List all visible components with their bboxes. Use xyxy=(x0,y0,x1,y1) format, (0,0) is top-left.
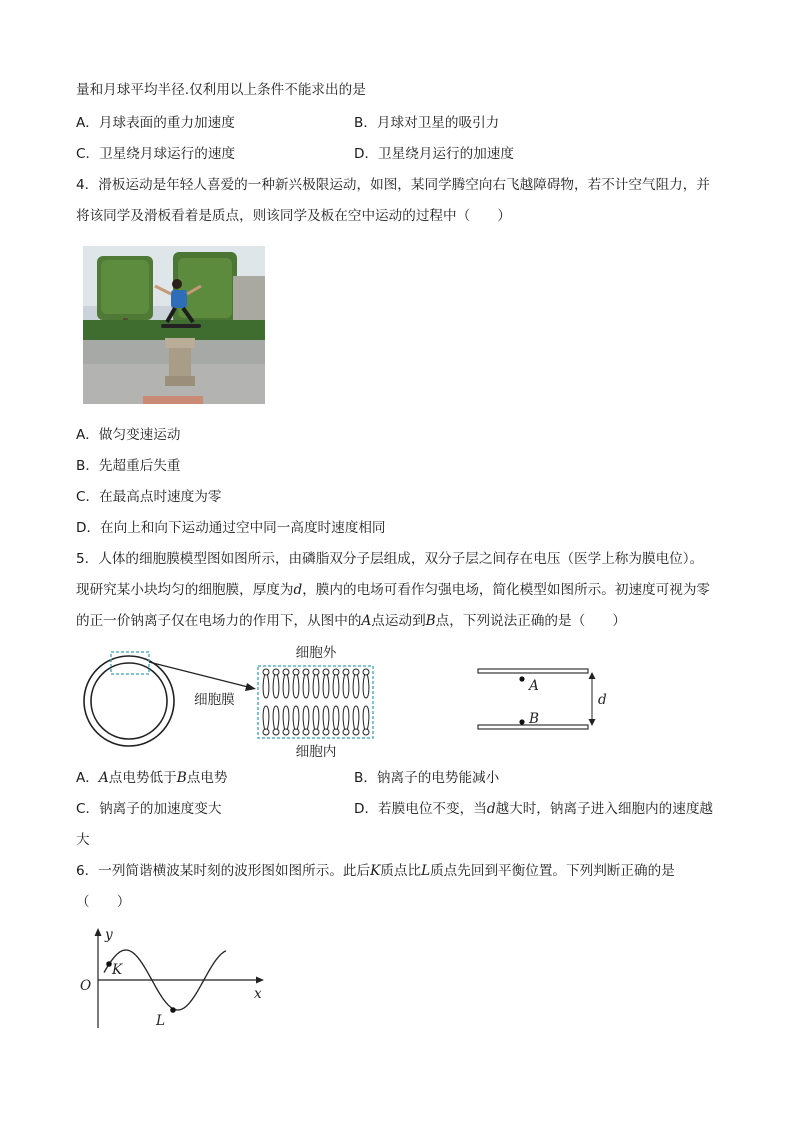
q3-option-c: C．卫星绕月球运行的速度 xyxy=(76,146,236,162)
q5-stem-line3: 的正一价钠离子仅在电场力的作用下，从图中的A点运动到B点，下列说法正确的是（ ） xyxy=(76,613,626,629)
axis-y-label: y xyxy=(105,927,113,943)
q5-option-d: D．若膜电位不变，当d越大时，钠离子进入细胞内的速度越 xyxy=(354,801,714,817)
q6-stem-line1: 6．一列简谐横波某时刻的波形图如图所示。此后K质点比L质点先回到平衡位置。下列判断正确的是 xyxy=(76,863,675,879)
thickness-d-label: d xyxy=(598,692,607,708)
q4-stem-line2: 将该同学及滑板看着是质点，则该同学及板在空中运动的过程中（ ） xyxy=(76,208,511,224)
point-b-label: B xyxy=(529,711,539,727)
inside-label: 细胞内 xyxy=(295,744,337,760)
outside-label: 细胞外 xyxy=(295,645,337,661)
q3-option-d: D．卫星绕月运行的加速度 xyxy=(354,146,514,162)
point-k-label: K xyxy=(112,962,123,978)
q4-option-d: D．在向上和向下运动通过空中同一高度时速度相同 xyxy=(76,520,386,536)
q4-stem-line1: 4．滑板运动是年轻人喜爱的一种新兴极限运动，如图，某同学腾空向右飞越障碍物，若不计空气阻力，并 xyxy=(76,177,710,193)
q5-stem-line2: 现研究某小块均匀的细胞膜，厚度为d，膜内的电场可看作匀强电场，简化模型如图所示。初速度可视为零 xyxy=(76,582,711,598)
origin-label: O xyxy=(80,978,92,994)
q5-option-c: C．钠离子的加速度变大 xyxy=(76,801,222,817)
q5-option-a: A．A点电势低于B点电势 xyxy=(76,770,228,786)
membrane-label: 细胞膜 xyxy=(194,692,235,708)
point-l-label: L xyxy=(156,1013,166,1029)
q4-option-c: C．在最高点时速度为零 xyxy=(76,489,222,505)
q5-option-d-wrap: 大 xyxy=(76,832,90,848)
q4-option-a: A．做匀变速运动 xyxy=(76,427,181,443)
q6-stem-line2: （ ） xyxy=(76,894,131,910)
q3-option-b: B．月球对卫星的吸引力 xyxy=(354,115,500,131)
q5-stem-line1: 5．人体的细胞膜模型图如图所示，由磷脂双分子层组成，双分子层之间存在电压（医学上称为膜电位）。 xyxy=(76,551,704,567)
skateboard-photo xyxy=(83,246,265,404)
wave-figure xyxy=(76,924,276,1038)
q4-option-b: B．先超重后失重 xyxy=(76,458,181,474)
q3-option-a: A．月球表面的重力加速度 xyxy=(76,115,235,131)
q5-option-b: B．钠离子的电势能减小 xyxy=(354,770,500,786)
point-a-label: A xyxy=(529,678,539,694)
cell-membrane-figure xyxy=(76,642,636,768)
q3-stem-tail: 量和月球平均半径.仅利用以上条件不能求出的是 xyxy=(76,82,366,98)
axis-x-label: x xyxy=(254,986,262,1002)
